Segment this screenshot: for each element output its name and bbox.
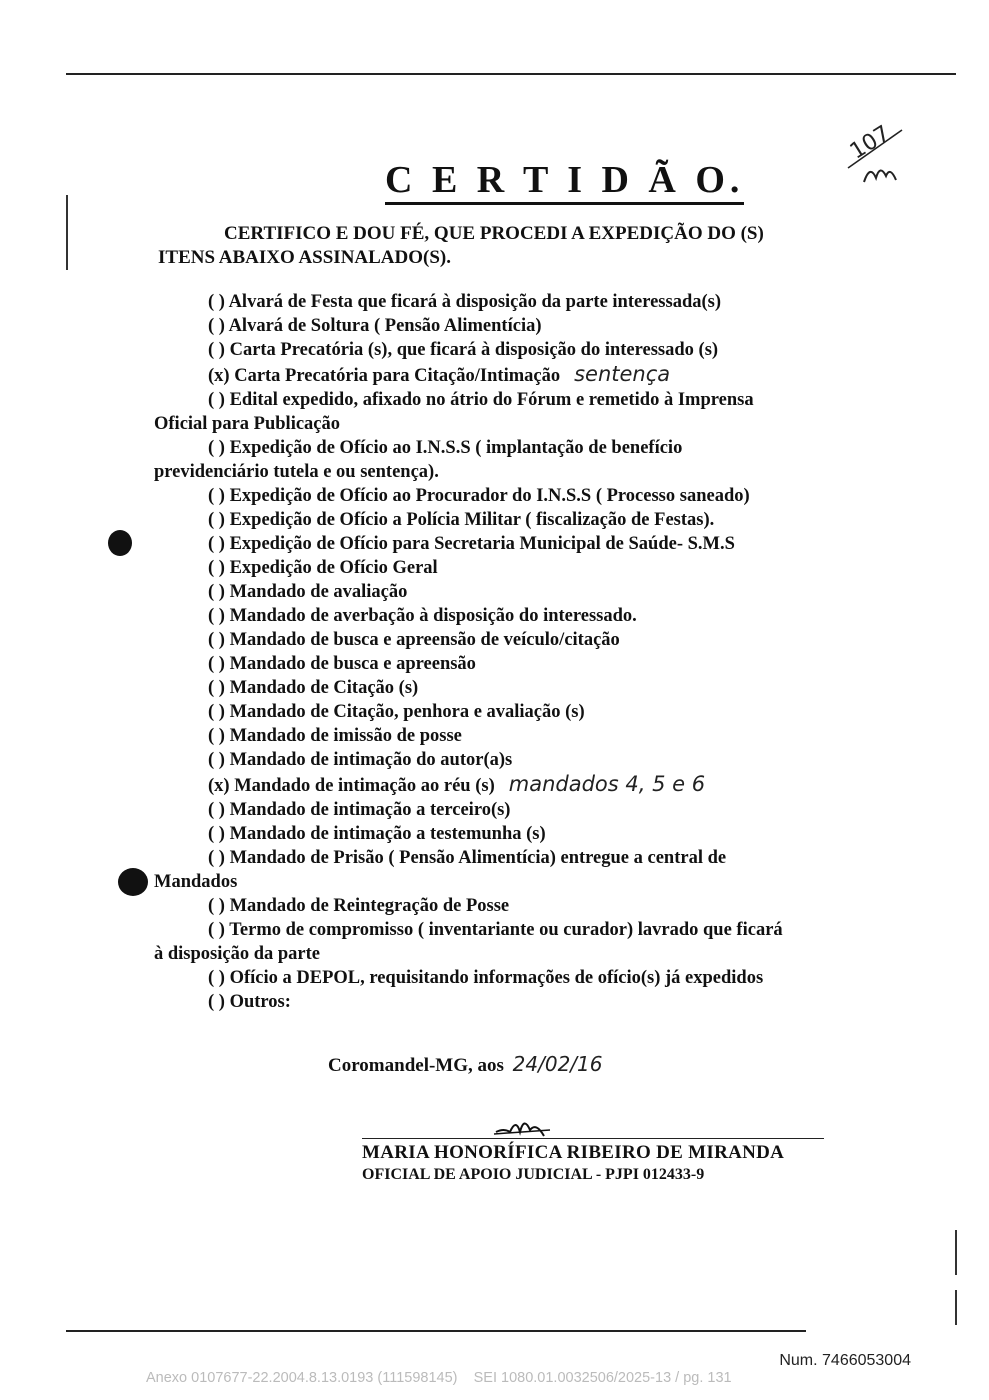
checkbox-mark: ( ) — [208, 606, 225, 626]
bottom-rule — [66, 1330, 806, 1332]
header-line-1: CERTIFICO E DOU FÉ, QUE PROCEDI A EXPEDIÇÃO DO (S) — [224, 223, 764, 244]
checkbox-mark: ( ) — [208, 390, 225, 410]
checklist-item-text: Ofício a DEPOL, requisitando informações de ofício(s) já expedidos — [229, 968, 764, 988]
checklist-item — [150, 532, 880, 556]
checklist-item-line — [150, 510, 714, 530]
checkbox-mark: (x) — [208, 366, 230, 386]
left-margin-mark — [66, 195, 68, 270]
checklist-item — [150, 846, 880, 894]
footer-reference — [146, 1370, 732, 1386]
checklist-item-line — [150, 800, 510, 820]
checklist-item — [150, 362, 880, 388]
checklist-item-line — [150, 558, 438, 578]
checkbox-mark: ( ) — [208, 316, 225, 336]
place-label: Coromandel-MG, aos — [328, 1055, 504, 1076]
signer-name: MARIA HONORÍFICA RIBEIRO DE MIRANDA — [362, 1142, 785, 1163]
checkbox-mark: ( ) — [208, 726, 225, 746]
checkbox-mark: ( ) — [208, 848, 225, 868]
checklist-item-continuation: à disposição da parte — [154, 944, 321, 964]
checkbox-mark: ( ) — [208, 630, 225, 650]
checklist-item-text: Expedição de Ofício ao I.N.S.S ( implantação de benefício — [229, 438, 683, 458]
checklist-item-text: Mandado de Citação, penhora e avaliação (s) — [229, 702, 585, 722]
footer-annex: Anexo 0107677-22.2004.8.13.0193 (111598145) — [146, 1370, 458, 1386]
checkbox-mark: ( ) — [208, 824, 225, 844]
checkbox-mark: ( ) — [208, 438, 225, 458]
checklist-item — [150, 798, 880, 822]
checklist-item-line — [150, 896, 509, 916]
checkbox-mark: ( ) — [208, 510, 225, 530]
checklist-item-text: Carta Precatória (s), que ficará à disposição do interessado (s) — [229, 340, 719, 360]
items-list — [150, 290, 880, 1014]
checklist-item-text: Mandado de intimação a terceiro(s) — [229, 800, 511, 820]
certification-header — [158, 222, 858, 270]
checklist-item-text: Outros: — [229, 992, 291, 1012]
checklist-item-text: Expedição de Ofício ao Procurador do I.N.S.S ( Processo saneado) — [229, 486, 750, 506]
checklist-item-continuation: Oficial para Publicação — [154, 414, 341, 434]
checkbox-mark: ( ) — [208, 920, 225, 940]
signature — [492, 1110, 552, 1140]
checkbox-mark: ( ) — [208, 992, 225, 1012]
checklist-item — [150, 604, 880, 628]
checklist-item — [150, 436, 880, 484]
checklist-item-line — [150, 486, 750, 506]
checklist-item — [150, 772, 880, 798]
document-number: Num. 7466053004 — [779, 1352, 911, 1369]
checkbox-mark: ( ) — [208, 702, 225, 722]
signer-role: OFICIAL DE APOIO JUDICIAL - PJPI 012433-9 — [362, 1166, 705, 1183]
right-margin-mark-2 — [955, 1290, 957, 1325]
checklist-item — [150, 508, 880, 532]
page-stamp-number: 107 — [845, 121, 895, 165]
checklist-item-text: Mandado de averbação à disposição do interessado. — [229, 606, 637, 626]
document-title: C E R T I D Ã O. — [385, 160, 744, 205]
checklist-item-text: Mandado de busca e apreensão de veículo/citação — [229, 630, 620, 650]
checklist-item-text: Edital expedido, afixado no átrio do Fórum e remetido à Imprensa — [229, 390, 754, 410]
checklist-item-line — [150, 824, 546, 844]
checkbox-mark: ( ) — [208, 292, 225, 312]
signature-line — [362, 1138, 824, 1139]
checklist-item-continuation: previdenciário tutela e ou sentença). — [154, 462, 439, 482]
footer-sei: SEI 1080.01.0032506/2025-13 / pg. 131 — [473, 1370, 732, 1386]
checklist-item-line — [150, 702, 585, 722]
checklist-item — [150, 580, 880, 604]
checklist-item-text: Carta Precatória para Citação/Intimação — [234, 366, 561, 386]
checklist-item-text: Expedição de Ofício para Secretaria Municipal de Saúde- S.M.S — [229, 534, 735, 554]
checklist-item-line — [150, 606, 637, 626]
checklist-item-line — [150, 726, 462, 746]
right-margin-mark — [955, 1230, 957, 1275]
checklist-item-line — [150, 438, 682, 458]
checklist-item-line — [150, 340, 718, 360]
checklist-item — [150, 676, 880, 700]
checklist-item — [150, 556, 880, 580]
checklist-item-line — [150, 920, 783, 940]
checkbox-mark: (x) — [208, 776, 230, 796]
checklist-item — [150, 290, 880, 314]
checklist-item-line — [150, 316, 542, 336]
checklist-item — [150, 822, 880, 846]
checkbox-mark: ( ) — [208, 486, 225, 506]
handwritten-note: mandados 4, 5 e 6 — [508, 772, 706, 796]
checklist-item — [150, 724, 880, 748]
checklist-item — [150, 990, 880, 1014]
handwritten-date: 24/02/16 — [512, 1052, 603, 1076]
checklist-item-line — [150, 750, 512, 770]
checkbox-mark: ( ) — [208, 582, 225, 602]
checkbox-mark: ( ) — [208, 896, 225, 916]
checklist-item-text: Alvará de Soltura ( Pensão Alimentícia) — [228, 316, 542, 336]
punch-hole-1 — [108, 530, 132, 556]
checklist-item-text: Mandado de intimação ao réu (s) — [234, 776, 495, 796]
checklist-item-line — [150, 362, 671, 386]
checklist-item-line — [150, 992, 291, 1012]
checkbox-mark: ( ) — [208, 534, 225, 554]
checklist-item — [150, 338, 880, 362]
checklist-item-line — [150, 968, 763, 988]
checklist-item-text: Mandado de Prisão ( Pensão Alimentícia) entregue a central de — [229, 848, 727, 868]
checklist-item — [150, 748, 880, 772]
top-rule — [66, 73, 956, 75]
checklist-item-text: Mandado de imissão de posse — [229, 726, 462, 746]
checklist-item — [150, 894, 880, 918]
handwritten-note: sentença — [574, 362, 671, 386]
checkbox-mark: ( ) — [208, 968, 225, 988]
checklist-item-line — [150, 534, 735, 554]
checklist-item — [150, 918, 880, 966]
place-date-line — [328, 1052, 603, 1077]
checklist-item-line — [150, 292, 721, 312]
checkbox-mark: ( ) — [208, 800, 225, 820]
checklist-item-text: Alvará de Festa que ficará à disposição da parte interessada(s) — [228, 292, 722, 312]
checklist-item-line — [150, 390, 754, 410]
checklist-item-line — [150, 654, 476, 674]
checkbox-mark: ( ) — [208, 678, 225, 698]
checklist-item — [150, 652, 880, 676]
checklist-item — [150, 700, 880, 724]
checklist-item — [150, 388, 880, 436]
checklist-item-line — [150, 630, 620, 650]
checklist-item-text: Mandado de intimação do autor(a)s — [229, 750, 513, 770]
punch-hole-2 — [118, 868, 148, 896]
checklist-item-text: Mandado de avaliação — [229, 582, 408, 602]
checklist-item-text: Mandado de Citação (s) — [229, 678, 419, 698]
checklist-item-text: Termo de compromisso ( inventariante ou curador) lavrado que ficará — [229, 920, 783, 940]
checklist-item — [150, 484, 880, 508]
header-line-2: ITENS ABAIXO ASSINALADO(S). — [158, 247, 451, 268]
checklist-item-line — [150, 582, 407, 602]
checklist-item-line — [150, 848, 726, 868]
checkbox-mark: ( ) — [208, 654, 225, 674]
checklist-item — [150, 314, 880, 338]
checklist-item-continuation: Mandados — [154, 872, 238, 892]
checklist-item-text: Mandado de busca e apreensão — [229, 654, 476, 674]
checklist-item-text: Mandado de Reintegração de Posse — [229, 896, 510, 916]
page-stamp — [842, 110, 906, 195]
checkbox-mark: ( ) — [208, 750, 225, 770]
checklist-item — [150, 966, 880, 990]
checkbox-mark: ( ) — [208, 558, 225, 578]
checklist-item-line — [150, 678, 418, 698]
checklist-item-text: Mandado de intimação a testemunha (s) — [229, 824, 546, 844]
checklist-item-line — [150, 772, 706, 796]
checklist-item-text: Expedição de Ofício Geral — [229, 558, 438, 578]
checkbox-mark: ( ) — [208, 340, 225, 360]
checklist-item — [150, 628, 880, 652]
checklist-item-text: Expedição de Ofício a Polícia Militar ( fiscalização de Festas). — [229, 510, 715, 530]
